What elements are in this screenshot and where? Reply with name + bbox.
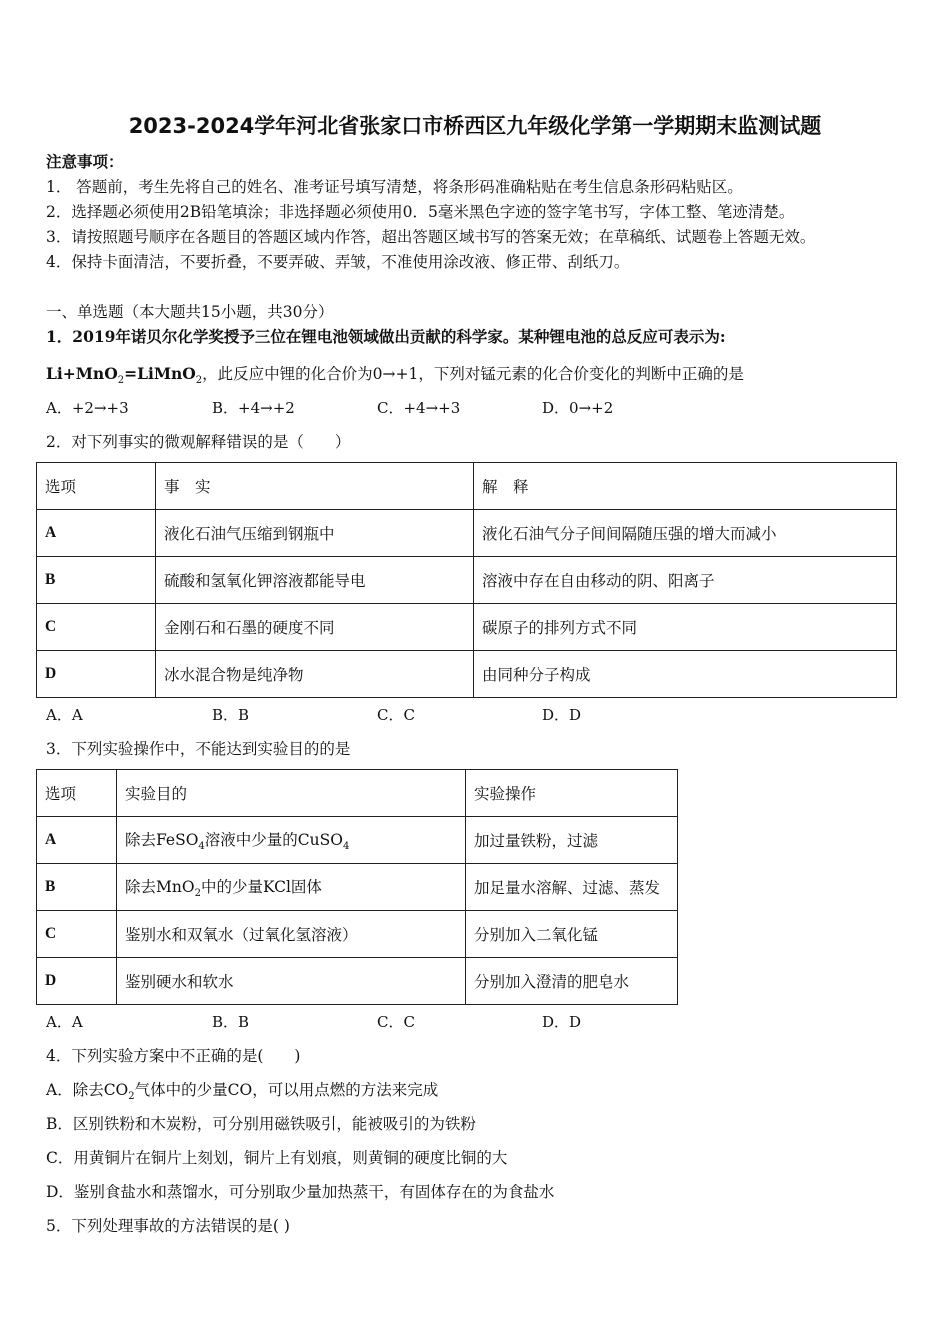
q1-option-b[interactable]: B．+4→+2 [212,399,295,417]
q1-option-c[interactable]: C．+4→+3 [377,399,461,417]
cell-sub: 4 [198,841,205,853]
q1-eq-part: =LiMnO [124,364,196,383]
table-cell: 碳原子的排列方式不同 [474,604,897,651]
q3-option-d[interactable]: D．D [542,1013,582,1031]
table-header: 实验目的 [117,770,466,817]
table-header: 事 实 [156,463,474,510]
cell-text: 除去MnO [125,877,195,896]
q1-eq-sub: 2 [195,375,203,387]
notice-item: 4．保持卡面清洁，不要折叠，不要弄破、弄皱，不准使用涂改液、修正带、刮纸刀。 [46,253,630,271]
table-cell [117,864,466,911]
q4-a-sub: 2 [128,1091,135,1103]
table-header: 解 释 [474,463,897,510]
cell-sub: 4 [342,841,350,853]
table-header: 选项 [37,770,117,817]
q1-option-d[interactable]: D．0→+2 [542,399,614,417]
q4-a-text: 气体中的少量CO，可以用点燃的方法来完成 [134,1081,439,1099]
page-title: 2023-2024学年河北省张家口市桥西区九年级化学第一学期期末监测试题 [128,114,822,138]
cell-text: 除去FeSO [125,830,199,849]
table-cell: 硫酸和氢氧化钾溶液都能导电 [156,557,474,604]
q5-stem: 5．下列处理事故的方法错误的是( ) [46,1217,290,1235]
table-cell: A [37,817,117,864]
table-cell: 液化石油气分子间间隔随压强的增大而减小 [474,510,897,557]
q1-eq-sub: 2 [117,375,125,387]
table-cell: 分别加入澄清的肥皂水 [466,958,678,1005]
q4-a-text: A．除去CO [46,1081,129,1099]
table-cell: 金刚石和石墨的硬度不同 [156,604,474,651]
table-cell: 鉴别硬水和软水 [117,958,466,1005]
q1-eq-part: Li+MnO [46,364,118,383]
table-cell: C [37,911,117,958]
table-cell [117,817,466,864]
table-cell: 分别加入二氧化锰 [466,911,678,958]
q3-option-b[interactable]: B．B [212,1013,250,1031]
q1-stem: 1．2019年诺贝尔化学奖授予三位在锂电池领域做出贡献的科学家。某种锂电池的总反应可表示为: [46,327,726,346]
cell-text: 溶液中少量的CuSO [204,830,343,849]
table-cell: B [37,864,117,911]
section-heading: 一、单选题（本大题共15小题，共30分） [46,303,334,321]
cell-text: 中的少量KCl固体 [200,877,322,896]
q1-option-a[interactable]: A．+2→+3 [46,399,129,417]
q1-equation-line [46,363,744,392]
table-cell: 液化石油气压缩到钢瓶中 [156,510,474,557]
table-cell: 加过量铁粉，过滤 [466,817,678,864]
q2-option-c[interactable]: C．C [377,706,415,724]
table-header: 选项 [37,463,156,510]
table-header-row [37,770,678,817]
table-cell: 由同种分子构成 [474,651,897,698]
table-row [37,911,678,958]
table-row [37,817,678,864]
table-cell: D [37,958,117,1005]
table-cell: 鉴别水和双氧水（过氧化氢溶液） [117,911,466,958]
table-row [37,651,897,698]
q3-option-c[interactable]: C．C [377,1013,415,1031]
q2-stem: 2．对下列事实的微观解释错误的是（ ） [46,433,351,451]
table-row [37,864,678,911]
table-cell: B [37,557,156,604]
q4-option-c[interactable]: C．用黄铜片在铜片上刻划，铜片上有划痕，则黄铜的硬度比铜的大 [46,1149,508,1167]
table-cell: C [37,604,156,651]
q2-option-d[interactable]: D．D [542,706,582,724]
q4-option-a[interactable] [46,1079,438,1108]
table-cell: D [37,651,156,698]
table-header-row [37,463,897,510]
q2-table [36,462,897,698]
q3-stem: 3．下列实验操作中，不能达到实验目的的是 [46,740,351,758]
q2-option-a[interactable]: A．A [46,706,83,724]
table-cell: 加足量水溶解、过滤、蒸发 [466,864,678,911]
q3-table [36,769,678,1005]
table-cell: A [37,510,156,557]
q3-option-a[interactable]: A．A [46,1013,83,1031]
table-row [37,958,678,1005]
table-row [37,510,897,557]
notice-heading: 注意事项： [46,152,124,171]
cell-sub: 2 [194,888,201,900]
table-row [37,557,897,604]
notice-item: 2．选择题必须使用2B铅笔填涂；非选择题必须使用0．5毫米黑色字迹的签字笔书写，字体工整、笔迹清楚。 [46,203,795,221]
q4-stem: 4．下列实验方案中不正确的是( ) [46,1047,301,1065]
table-row [37,604,897,651]
notice-item: 1． 答题前，考生先将自己的姓名、准考证号填写清楚，将条形码准确粘贴在考生信息条形码粘贴区。 [46,178,743,196]
table-cell: 溶液中存在自由移动的阴、阳离子 [474,557,897,604]
q2-option-b[interactable]: B．B [212,706,250,724]
notice-item: 3．请按照题号顺序在各题目的答题区域内作答，超出答题区域书写的答案无效；在草稿纸、试题卷上答题无效。 [46,228,816,246]
q4-option-b[interactable]: B．区别铁粉和木炭粉，可分别用磁铁吸引，能被吸引的为铁粉 [46,1115,476,1133]
table-header: 实验操作 [466,770,678,817]
q1-stem2: ，此反应中锂的化合价为0→+1，下列对锰元素的化合价变化的判断中正确的是 [202,365,744,383]
q4-option-d[interactable]: D．鉴别食盐水和蒸馏水，可分别取少量加热蒸干，有固体存在的为食盐水 [46,1183,555,1201]
table-cell: 冰水混合物是纯净物 [156,651,474,698]
